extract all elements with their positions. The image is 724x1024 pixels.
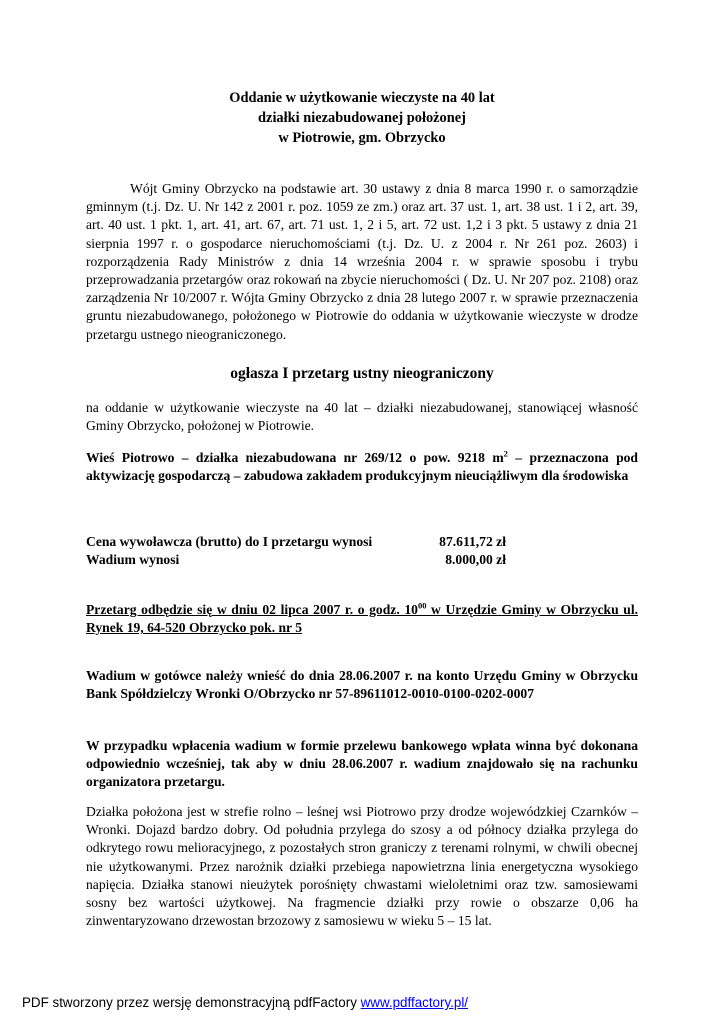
deposit-value: 8.000,00 zł	[445, 552, 506, 567]
auction-text-2: w Urzędzie Gminy w Obrzycku ul. Rynek 19, 64-520 Obrzycko pok. nr 5	[86, 602, 638, 636]
transfer-note: W przypadku wpłacenia wadium w formie przelewu bankowego wpłata winna być dokonana odpowiednio wcześniej, tak aby w dniu 28.06.2007 r. wadium znajdowało się na rachunku organizatora przetargu.	[86, 738, 638, 790]
plot-description	[86, 449, 638, 485]
plot-location-description: Działka położona jest w strefie rolno – leśnej wsi Piotrowo przy drodze wojewódzkiej Czarnków – Wronki. Dojazd bardzo dobry. Od południa przylega do szosy a od północy działka przylega do odkrytego rowu melioracyjnego, z pozostałych stron graniczy z terenami rolnymi, w chwili obecnej nie użytkowanymi. Przez narożnik działki przebiega napowietrzna linia energetyczna wysokiego napięcia. Działka stanowi nieużytek porośnięty chwastami wieloletnimi oraz tzw. samosiewami sosny bez wartości użytkowej. Na fragmencie działki przy rowie o obszarze 0,06 ha zinwentaryzowano drzewostan brzozowy z samosiewu w wieku 5 – 15 lat.	[86, 804, 638, 929]
title-line-2: działki niezabudowanej położonej	[258, 110, 466, 126]
title-line-3: w Piotrowie, gm. Obrzycko	[278, 130, 446, 146]
deposit-label: Wadium wynosi	[86, 552, 180, 567]
auction-time-minutes: 00	[417, 600, 427, 611]
price-row	[86, 533, 506, 551]
plot-text-1: Wieś Piotrowo – działka niezabudowana nr 269/12 o pow. 9218 m	[86, 450, 504, 465]
pdf-footer	[22, 994, 468, 1012]
auction-text-1: Przetarg odbędzie się w dniu 02 lipca 2007 r. o godz. 10	[86, 602, 418, 617]
intro-paragraph: Wójt Gminy Obrzycko na podstawie art. 30 ustawy z dnia 8 marca 1990 r. o samorządzie gminnym (t.j. Dz. U. Nr 142 z 2001 r. poz. 1059 ze zm.) oraz art. 37 ust. 1, art. 38 ust. 1 i 2, art. 39, art. 40 ust. 1 pkt. 1, art. 41, art. 67, art. 71 ust. 1, 2 i 5, art. 72 ust. 1,2 i 3 pkt. 5 ustawy z dnia 21 sierpnia 1997 r. o gospodarce nieruchomościami (t.j. Dz. U. z 2004 r. Nr 261 poz. 2603) i rozporządzenia Rady Ministrów z dnia 14 września 2004 r. w sprawie sposobu i trybu przeprowadzania przetargów oraz rokowań na zbycie nieruchomości ( Dz. U. Nr 207 poz. 2108) oraz zarządzenia Nr 10/2007 r. Wójta Gminy Obrzycko z dnia 28 lutego 2007 r. w sprawie przeznaczenia gruntu niezabudowanego, położonego w Piotrowie do oddania w użytkowanie wieczyste w drodze przetargu ustnego nieograniczonego.	[86, 181, 638, 342]
title-line-1: Oddanie w użytkowanie wieczyste na 40 lat	[229, 90, 495, 106]
deposit-row	[86, 551, 506, 569]
deposit-payment: Wadium w gotówce należy wnieść do dnia 28.06.2007 r. na konto Urzędu Gminy w Obrzycku Bank Spółdzielczy Wronki O/Obrzycko nr 57-89611012-0010-0100-0202-0007	[86, 668, 638, 702]
footer-text: PDF stworzony przez wersję demonstracyjną pdfFactory	[22, 995, 361, 1010]
footer-link[interactable]: www.pdffactory.pl/	[360, 995, 469, 1010]
document-title	[86, 88, 638, 148]
plot-unit-exponent: 2	[503, 448, 508, 459]
price-value: 87.611,72 zł	[439, 534, 506, 549]
announcement-heading: ogłasza I przetarg ustny nieograniczony	[230, 365, 494, 382]
auction-details	[86, 601, 638, 637]
subject-paragraph: na oddanie w użytkowanie wieczyste na 40 lat – działki niezabudowanej, stanowiącej własność Gminy Obrzycko, położonej w Piotrowie.	[86, 400, 638, 434]
price-label: Cena wywoławcza (brutto) do I przetargu wynosi	[86, 534, 373, 549]
plot-text-2: – przeznaczona pod aktywizację gospodarczą – zabudowa zakładem produkcyjnym nieuciążliwym dla środowiska	[86, 450, 638, 484]
